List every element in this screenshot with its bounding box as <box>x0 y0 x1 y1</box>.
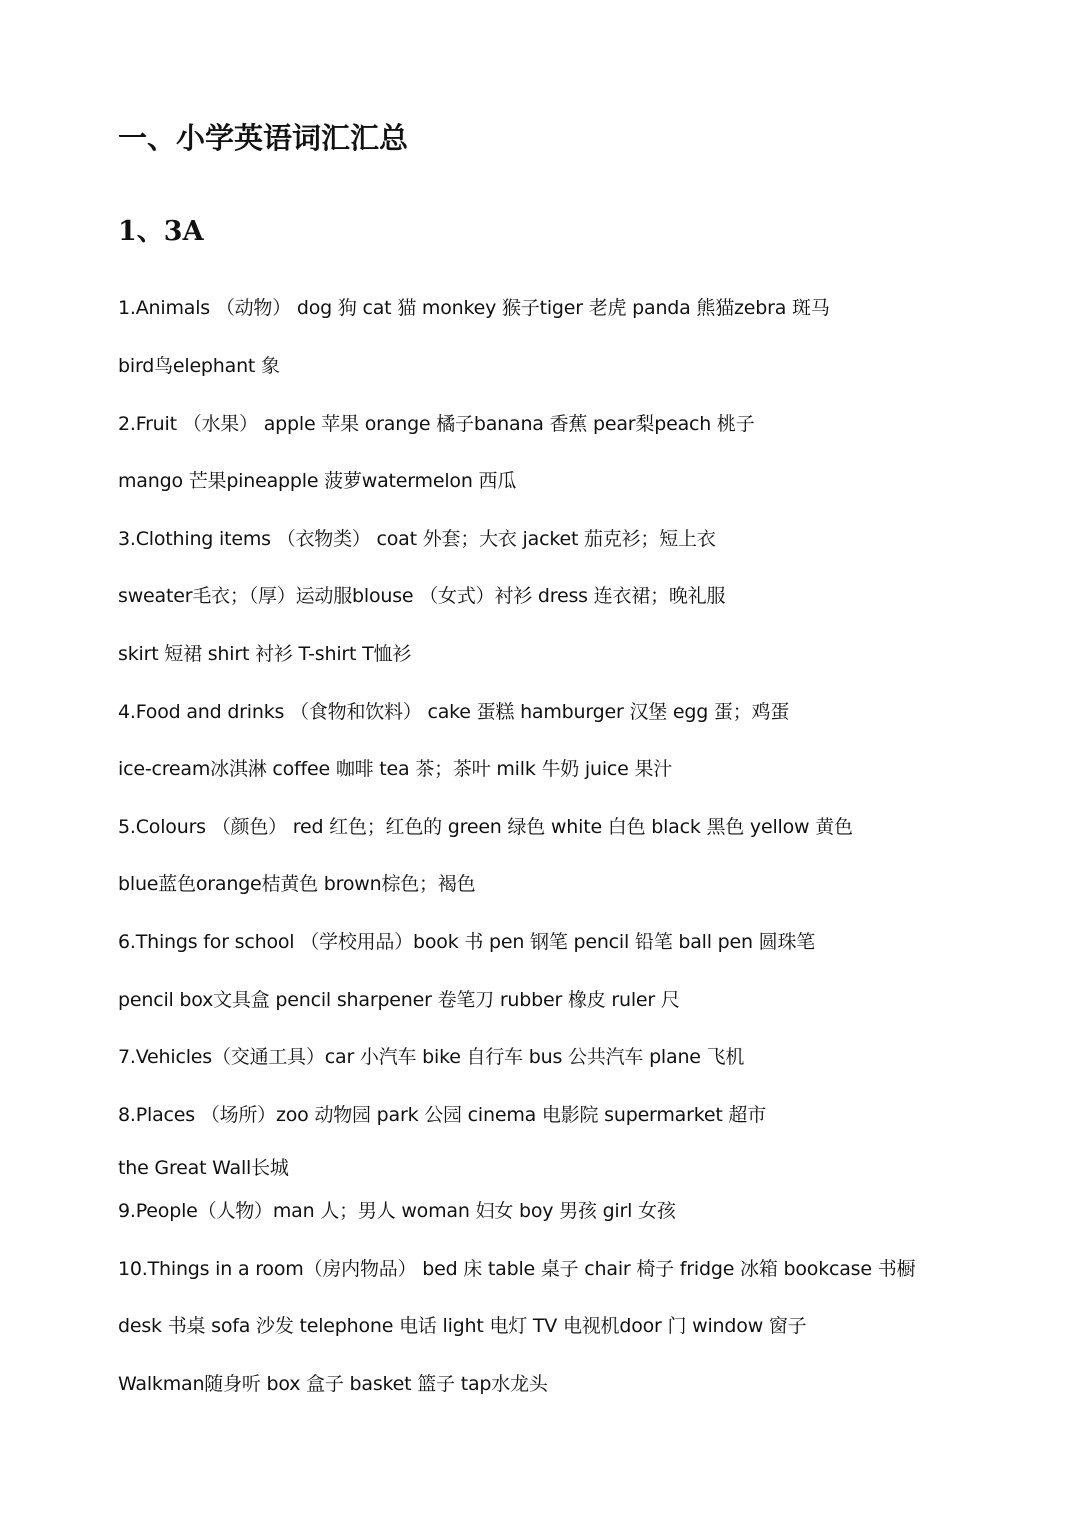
vocab-line: 9.People（人物）man 人；男人 woman 妇女 boy 男孩 girl 女孩 <box>118 1200 676 1222</box>
vocab-line: 8.Places （场所）zoo 动物园 park 公园 cinema 电影院 supermarket 超市 <box>118 1104 767 1126</box>
vocab-line: desk 书桌 sofa 沙发 telephone 电话 light 电灯 TV 电视机door 门 window 窗子 <box>118 1315 807 1337</box>
vocab-line: 2.Fruit （水果） apple 苹果 orange 橘子banana 香蕉 pear梨peach 桃子 <box>118 413 755 435</box>
vocab-line: Walkman随身听 box 盒子 basket 篮子 tap水龙头 <box>118 1373 548 1395</box>
vocab-line: the Great Wall长城 <box>118 1157 289 1179</box>
vocab-line: mango 芒果pineapple 菠萝watermelon 西瓜 <box>118 470 517 492</box>
vocab-line: skirt 短裙 shirt 衬衫 T-shirt T恤衫 <box>118 643 412 665</box>
vocab-line: sweater毛衣；（厚）运动服blouse （女式）衬衫 dress 连衣裙；晚礼服 <box>118 585 726 607</box>
sub-title: 1、3A <box>118 216 204 247</box>
vocab-line: 10.Things in a room（房内物品） bed 床 table 桌子 chair 椅子 fridge 冰箱 bookcase 书橱 <box>118 1258 916 1280</box>
vocab-line: 7.Vehicles（交通工具）car 小汽车 bike 自行车 bus 公共汽车 plane 飞机 <box>118 1046 745 1068</box>
vocab-line: 5.Colours （颜色） red 红色；红色的 green 绿色 white 白色 black 黑色 yellow 黄色 <box>118 816 853 838</box>
vocab-line: bird鸟elephant 象 <box>118 355 280 377</box>
vocab-line: 1.Animals （动物） dog 狗 cat 猫 monkey 猴子tiger 老虎 panda 熊猫zebra 斑马 <box>118 297 830 319</box>
vocab-line: ice-cream冰淇淋 coffee 咖啡 tea 茶；茶叶 milk 牛奶 juice 果汁 <box>118 758 673 780</box>
vocab-line: 4.Food and drinks （食物和饮料） cake 蛋糕 hamburger 汉堡 egg 蛋；鸡蛋 <box>118 701 790 723</box>
vocab-line: 6.Things for school （学校用品）book 书 pen 钢笔 pencil 铅笔 ball pen 圆珠笔 <box>118 931 816 953</box>
section-title: 一、小学英语词汇汇总 <box>118 121 409 155</box>
vocab-line: 3.Clothing items （衣物类） coat 外套；大衣 jacket 茄克衫；短上衣 <box>118 528 716 550</box>
vocab-line: pencil box文具盒 pencil sharpener 卷笔刀 rubber 橡皮 ruler 尺 <box>118 989 680 1011</box>
vocab-line: blue蓝色orange桔黄色 brown棕色；褐色 <box>118 873 476 895</box>
